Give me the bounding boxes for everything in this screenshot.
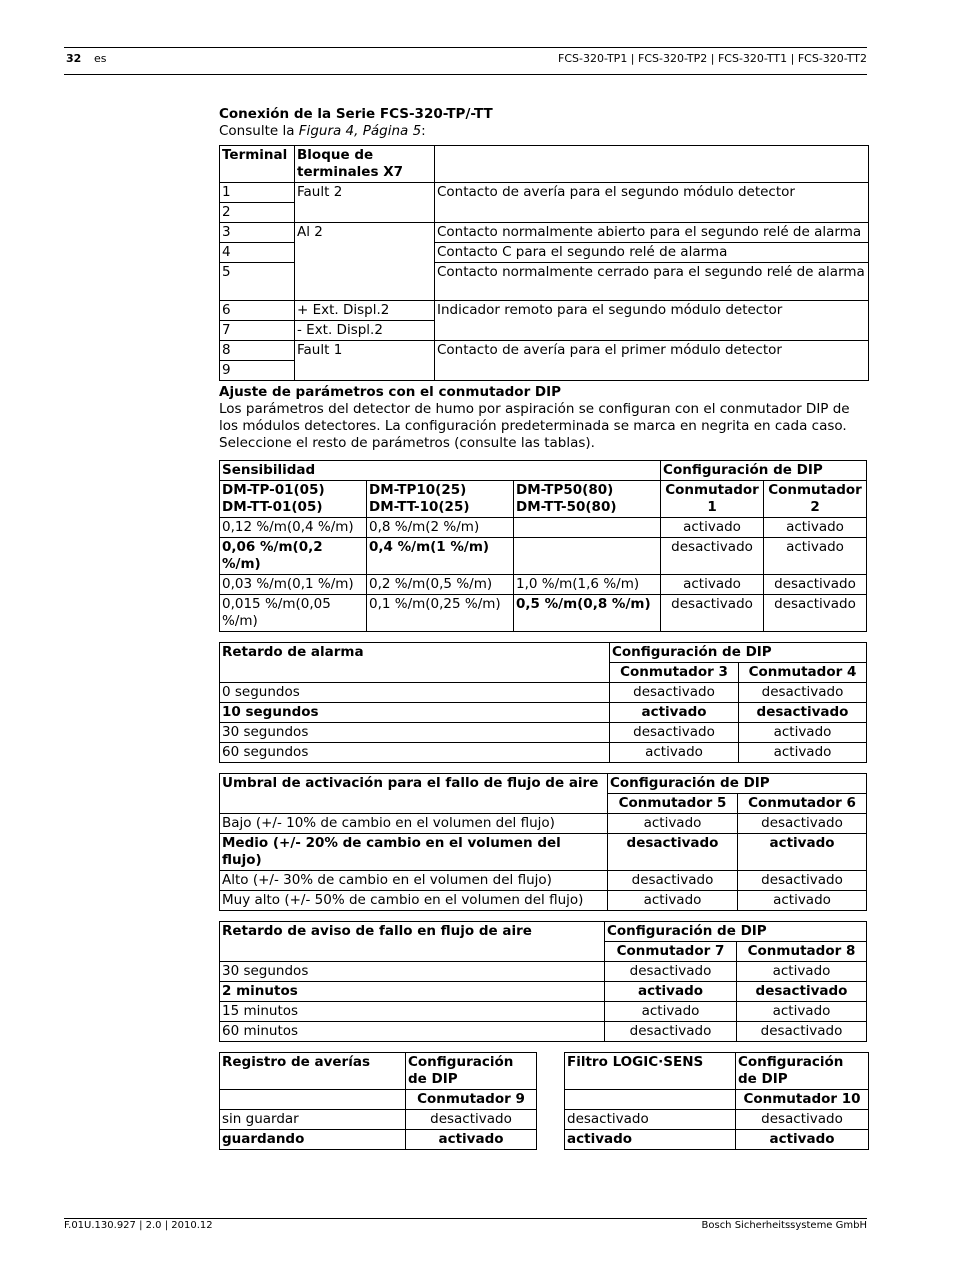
terminal-cell: 6 <box>220 301 295 321</box>
block-cell: Al 2 <box>295 223 435 301</box>
table-cell: desactivado <box>764 575 867 595</box>
table-cell: activado <box>764 538 867 575</box>
table-cell: activado <box>739 723 867 743</box>
switch-header: Conmutador 2 <box>764 481 867 518</box>
table-spacer <box>537 1053 565 1150</box>
dip-config-header: Configuración de DIP <box>610 643 867 663</box>
table-cell: desactivado <box>738 814 867 834</box>
table-cell: desactivado <box>661 595 764 632</box>
model-header: DM-TP-01(05) DM-TT-01(05) <box>220 481 367 518</box>
table-row <box>220 962 867 982</box>
table-cell: 10 segundos <box>220 703 610 723</box>
table-cell: Medio (+/- 20% de cambio en el volumen del flujo) <box>220 834 608 871</box>
alarm-delay-table <box>219 642 867 763</box>
dip-config-header: Configuración de DIP <box>661 461 867 481</box>
table-cell: 1,0 %/m(1,6 %/m) <box>514 575 661 595</box>
switch-header: Conmutador 5 <box>608 794 738 814</box>
connection-reference: Consulte la Figura 4, Página 5: <box>219 123 426 139</box>
empty-cell <box>565 1090 736 1110</box>
footer-company: Bosch Sicherheitssysteme GmbH <box>701 1220 867 1231</box>
table-cell: desactivado <box>608 834 738 871</box>
table-cell: 15 minutos <box>220 1002 605 1022</box>
switch-header: Conmutador 7 <box>605 942 737 962</box>
table-cell: desactivado <box>565 1110 736 1130</box>
terminal-header: Terminal <box>220 146 295 183</box>
table-cell: 60 segundos <box>220 743 610 763</box>
switch-header: Conmutador 1 <box>661 481 764 518</box>
table-cell: activado <box>738 891 867 911</box>
table-row <box>220 871 867 891</box>
table-cell: 0,8 %/m(2 %/m) <box>367 518 514 538</box>
table-row <box>220 743 867 763</box>
table-row <box>220 595 867 632</box>
table-cell: 0,2 %/m(0,5 %/m) <box>367 575 514 595</box>
terminal-cell: 8 <box>220 341 295 361</box>
model-header: DM-TP10(25) DM-TT-10(25) <box>367 481 514 518</box>
block-cell: Fault 2 <box>295 183 435 223</box>
desc-cell: Indicador remoto para el segundo módulo detector <box>435 301 869 341</box>
document-body <box>219 106 869 1150</box>
terminal-cell: 4 <box>220 243 295 263</box>
table-row <box>220 518 867 538</box>
table-cell: 2 minutos <box>220 982 605 1002</box>
switch-header: Conmutador 10 <box>736 1090 869 1110</box>
switch-header: Conmutador 9 <box>406 1090 537 1110</box>
airflow-threshold-title: Umbral de activación para el fallo de flujo de aire <box>220 774 608 814</box>
dip-config-header: Configuración de DIP <box>406 1053 537 1090</box>
table-row <box>220 814 867 834</box>
terminal-cell: 3 <box>220 223 295 243</box>
table-cell: activado <box>738 834 867 871</box>
table-cell: activado <box>608 891 738 911</box>
table-cell: 0,12 %/m(0,4 %/m) <box>220 518 367 538</box>
table-cell: activado <box>610 743 739 763</box>
switch-header: Conmutador 3 <box>610 663 739 683</box>
table-cell: activado <box>608 814 738 834</box>
table-cell: desactivado <box>610 723 739 743</box>
table-cell: activado <box>736 1130 869 1150</box>
table-row <box>220 683 867 703</box>
desc-cell: Contacto de avería para el segundo módulo detector <box>435 183 869 223</box>
switch-header: Conmutador 8 <box>737 942 867 962</box>
table-cell: desactivado <box>739 703 867 723</box>
table-cell: desactivado <box>764 595 867 632</box>
terminal-cell: 7 <box>220 321 295 341</box>
table-row <box>220 1022 867 1042</box>
desc-cell: Contacto C para el segundo relé de alarma <box>435 243 869 263</box>
table-row <box>220 982 867 1002</box>
desc-cell: Contacto de avería para el primer módulo detector <box>435 341 869 381</box>
table-cell: 0,06 %/m(0,2 %/m) <box>220 538 367 575</box>
table-cell: desactivado <box>661 538 764 575</box>
dip-heading: Ajuste de parámetros con el conmutador DIP <box>219 384 562 400</box>
fault-log-title: Registro de averías <box>220 1053 406 1090</box>
terminal-table <box>219 145 869 381</box>
table-cell: desactivado <box>605 962 737 982</box>
desc-header <box>435 146 869 183</box>
table-cell: 0 segundos <box>220 683 610 703</box>
block-cell: + Ext. Displ.2 <box>295 301 435 321</box>
table-row <box>220 834 867 871</box>
page-language: es <box>94 52 107 65</box>
table-row <box>220 1002 867 1022</box>
table-cell: desactivado <box>610 683 739 703</box>
table-cell: 0,4 %/m(1 %/m) <box>367 538 514 575</box>
table-cell: desactivado <box>608 871 738 891</box>
table-cell: Muy alto (+/- 50% de cambio en el volumen del flujo) <box>220 891 608 911</box>
desc-cell: Contacto normalmente cerrado para el segundo relé de alarma <box>435 263 869 301</box>
table-cell: Bajo (+/- 10% de cambio en el volumen del flujo) <box>220 814 608 834</box>
table-cell: activado <box>739 743 867 763</box>
table-cell: activado <box>737 962 867 982</box>
table-cell: activado <box>661 575 764 595</box>
sensitivity-title: Sensibilidad <box>220 461 661 481</box>
table-cell: Alto (+/- 30% de cambio en el volumen del flujo) <box>220 871 608 891</box>
terminal-cell: 5 <box>220 263 295 301</box>
empty-cell <box>220 1090 406 1110</box>
table-cell: desactivado <box>739 683 867 703</box>
table-cell: 0,015 %/m(0,05 %/m) <box>220 595 367 632</box>
fault-log-table <box>219 1052 869 1150</box>
table-cell <box>514 518 661 538</box>
table-row <box>220 703 867 723</box>
switch-header: Conmutador 4 <box>739 663 867 683</box>
dip-paragraph: Los parámetros del detector de humo por aspiración se configuran con el conmutador DIP de los módulos detectores. La configuración predeterminada se marca en negrita en cada caso. Seleccione el resto de parámetros (consulte las tablas). <box>219 401 850 451</box>
airflow-threshold-table <box>219 773 867 911</box>
table-cell: sin guardar <box>220 1110 406 1130</box>
connection-heading: Conexión de la Serie FCS-320-TP/-TT <box>219 106 493 122</box>
terminal-cell: 2 <box>220 203 295 223</box>
table-cell: activado <box>406 1130 537 1150</box>
logic-sens-title: Filtro LOGIC·SENS <box>565 1053 736 1090</box>
table-cell: desactivado <box>737 982 867 1002</box>
table-row <box>220 891 867 911</box>
terminal-cell: 1 <box>220 183 295 203</box>
model-header: DM-TP50(80) DM-TT-50(80) <box>514 481 661 518</box>
fault-delay-title: Retardo de aviso de fallo en flujo de aire <box>220 922 605 962</box>
table-cell: desactivado <box>737 1022 867 1042</box>
table-cell: activado <box>605 1002 737 1022</box>
table-cell: activado <box>661 518 764 538</box>
sensitivity-table <box>219 460 867 632</box>
terminal-cell: 9 <box>220 361 295 381</box>
desc-cell: Contacto normalmente abierto para el segundo relé de alarma <box>435 223 869 243</box>
table-cell: 30 segundos <box>220 723 610 743</box>
fault-delay-table <box>219 921 867 1042</box>
table-row <box>220 538 867 575</box>
table-cell: 60 minutos <box>220 1022 605 1042</box>
table-cell: activado <box>565 1130 736 1150</box>
table-cell: activado <box>764 518 867 538</box>
block-cell: - Ext. Displ.2 <box>295 321 435 341</box>
table-cell: 0,1 %/m(0,25 %/m) <box>367 595 514 632</box>
header-product: FCS-320-TP1 | FCS-320-TP2 | FCS-320-TT1 | FCS-320-TT2 <box>558 52 867 65</box>
table-cell: 0,5 %/m(0,8 %/m) <box>514 595 661 632</box>
block-cell: Fault 1 <box>295 341 435 381</box>
dip-config-header: Configuración de DIP <box>605 922 867 942</box>
table-cell: guardando <box>220 1130 406 1150</box>
table-cell: desactivado <box>406 1110 537 1130</box>
table-cell <box>514 538 661 575</box>
block-header: Bloque de terminales X7 <box>295 146 435 183</box>
table-cell: desactivado <box>605 1022 737 1042</box>
table-cell: 30 segundos <box>220 962 605 982</box>
table-cell: activado <box>605 982 737 1002</box>
switch-header: Conmutador 6 <box>738 794 867 814</box>
table-cell: activado <box>610 703 739 723</box>
table-row <box>220 575 867 595</box>
table-row <box>220 723 867 743</box>
page-number: 32 <box>66 52 82 65</box>
alarm-delay-title: Retardo de alarma <box>220 643 610 683</box>
table-cell: 0,03 %/m(0,1 %/m) <box>220 575 367 595</box>
footer-doc-id: F.01U.130.927 | 2.0 | 2010.12 <box>64 1220 213 1231</box>
table-cell: desactivado <box>736 1110 869 1130</box>
table-cell: desactivado <box>738 871 867 891</box>
dip-config-header: Configuración de DIP <box>608 774 867 794</box>
table-cell: activado <box>737 1002 867 1022</box>
dip-config-header: Configuración de DIP <box>736 1053 869 1090</box>
